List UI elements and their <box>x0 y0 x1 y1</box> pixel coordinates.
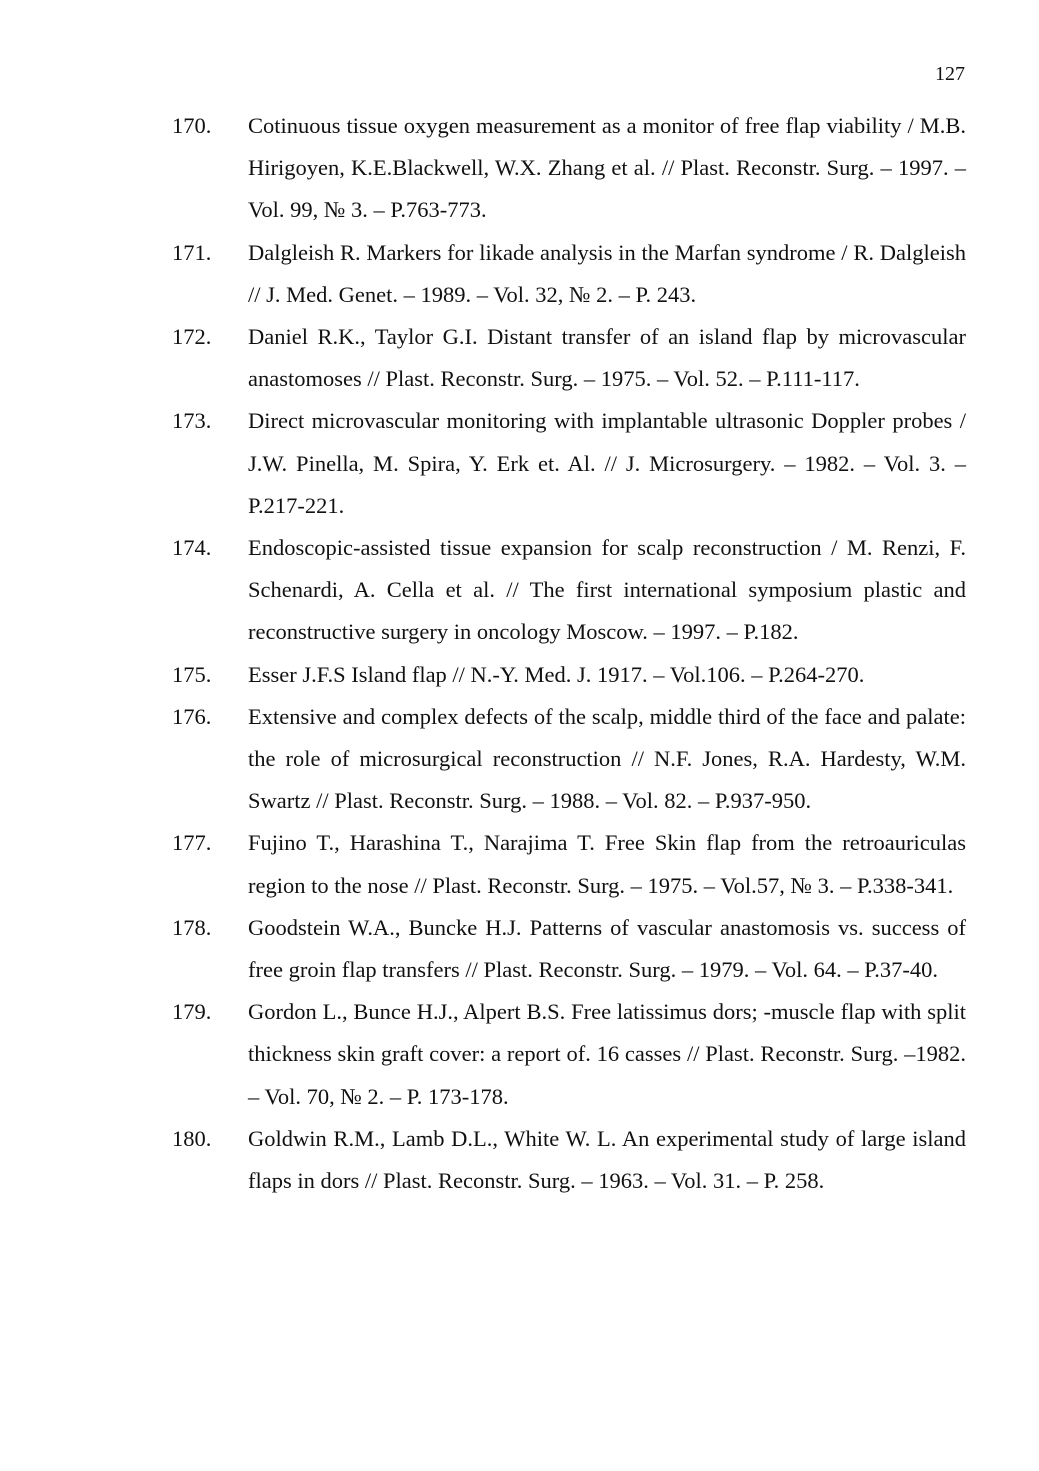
reference-number: 172. <box>172 324 212 350</box>
reference-number: 178. <box>172 914 212 940</box>
reference-text: Fujino T., Harashina T., Narajima T. Free Skin flap from the retroauriculas region to the nose // Plast. Reconstr. Surg. – 1975. – Vol.57, № 3. – P.338-341. <box>248 830 966 898</box>
reference-list <box>172 105 966 1202</box>
reference-item <box>172 527 966 654</box>
reference-text: Extensive and complex defects of the scalp, middle third of the face and palate: the role of microsurgical reconstruction // N.F. Jones, R.A. Hardesty, W.M. Swartz // Plast. Reconstr. Surg. – 1988. – Vol. 82. – P.937-950. <box>248 703 966 814</box>
reference-number: 173. <box>172 408 212 434</box>
reference-item <box>172 316 966 400</box>
reference-text: Daniel R.K., Taylor G.I. Distant transfer of an island flap by microvascular anastomoses // Plast. Reconstr. Surg. – 1975. – Vol. 52. – P.111-117. <box>248 324 966 392</box>
reference-text: Direct microvascular monitoring with implantable ultrasonic Doppler probes / J.W. Pinella, M. Spira, Y. Erk et. Al. // J. Microsurgery. – 1982. – Vol. 3. – P.217-221. <box>248 408 966 518</box>
page-number: 127 <box>935 63 965 85</box>
reference-item <box>172 654 966 696</box>
reference-number: 174. <box>172 535 212 561</box>
reference-item <box>172 105 966 232</box>
reference-text: Dalgleish R. Markers for likade analysis in the Marfan syndrome / R. Dalgleish // J. Med. Genet. – 1989. – Vol. 32, № 2. – P. 243. <box>248 239 966 307</box>
reference-text: Endoscopic-assisted tissue expansion for scalp reconstruction / M. Renzi, F. Schenardi, A. Cella et al. // The first international symposium plastic and reconstructive surgery in oncology Moscow. – 1997. – P.182. <box>248 535 966 645</box>
reference-item <box>172 400 966 527</box>
reference-item <box>172 907 966 991</box>
reference-text: Goldwin R.M., Lamb D.L., White W. L. An experimental study of large island flaps in dors // Plast. Reconstr. Surg. – 1963. – Vol. 31. – P. 258. <box>248 1125 966 1194</box>
reference-text: Goodstein W.A., Buncke H.J. Patterns of vascular anastomosis vs. success of free groin flap transfers // Plast. Reconstr. Surg. – 1979. – Vol. 64. – P.37-40. <box>248 914 966 983</box>
reference-number: 179. <box>172 999 212 1025</box>
reference-item <box>172 822 966 906</box>
reference-number: 171. <box>172 239 212 265</box>
reference-item <box>172 991 966 1118</box>
reference-number: 177. <box>172 830 212 856</box>
reference-text: Cotinuous tissue oxygen measurement as a monitor of free flap viability / M.B. Hirigoyen, K.E.Blackwell, W.X. Zhang et al. // Plast. Reconstr. Surg. – 1997. – Vol. 99, № 3. – P.763-773. <box>248 113 966 223</box>
reference-text: Gordon L., Bunce H.J., Alpert B.S. Free latissimus dors; -muscle flap with split thickness skin graft cover: a report of. 16 casses // Plast. Reconstr. Surg. –1982. – Vol. 70, № 2. – P. 173-178. <box>248 999 966 1109</box>
reference-number: 170. <box>172 113 212 138</box>
reference-item <box>172 1118 966 1202</box>
reference-item <box>172 232 966 316</box>
reference-number: 175. <box>172 661 212 687</box>
reference-number: 180. <box>172 1125 212 1151</box>
reference-text: Esser J.F.S Island flap // N.-Y. Med. J. 1917. – Vol.106. – P.264-270. <box>248 661 865 687</box>
reference-item <box>172 696 966 823</box>
reference-number: 176. <box>172 703 212 729</box>
